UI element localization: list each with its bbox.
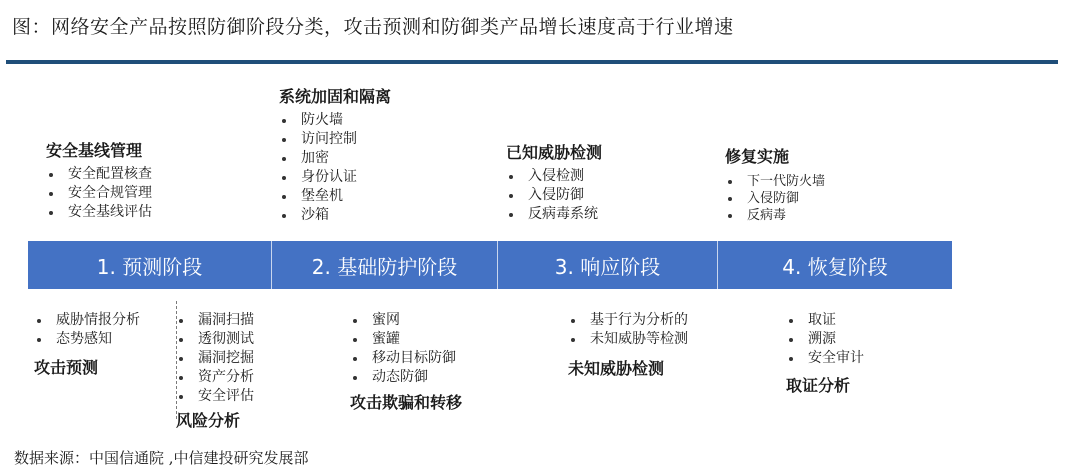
- list-item: 取证: [786, 311, 864, 330]
- list-item: 安全审计: [786, 349, 864, 368]
- list-item: 下一代防火墙: [725, 173, 825, 190]
- group-known-threat-detection: [506, 143, 602, 224]
- stage-predict: 1. 预测阶段: [96, 254, 203, 279]
- list-item: 未知威胁等检测: [568, 330, 688, 349]
- group-heading: 系统加固和隔离: [279, 87, 392, 106]
- stage-band: [28, 241, 952, 289]
- group-unknown-threat-detection: [568, 311, 688, 379]
- list-item: 加密: [279, 149, 391, 168]
- group-items: [725, 173, 825, 224]
- group-items: [350, 311, 462, 387]
- group-items: [34, 311, 140, 349]
- list-item: 堡垒机: [279, 187, 391, 206]
- list-item: 蜜罐: [350, 330, 462, 349]
- list-item: 态势感知: [34, 330, 140, 349]
- group-forensic-analysis: [786, 311, 864, 396]
- list-item: 漏洞扫描: [176, 311, 254, 330]
- group-heading: 攻击欺骗和转移: [350, 393, 463, 412]
- list-item: 威胁情报分析: [34, 311, 140, 330]
- list-item: 蜜网: [350, 311, 462, 330]
- group-items: [279, 111, 391, 225]
- list-item: 透彻测试: [176, 330, 254, 349]
- list-item: 入侵防御: [506, 186, 602, 205]
- group-attack-deception: [350, 311, 462, 413]
- figure-title: 图：网络安全产品按照防御阶段分类，攻击预测和防御类产品增长速度高于行业增速: [12, 16, 734, 38]
- data-source-note: 数据来源：中国信通院 ,中信建投研究发展部: [14, 449, 309, 467]
- list-item: 资产分析: [176, 368, 254, 387]
- group-heading: 取证分析: [786, 376, 851, 395]
- group-risk-analysis: [176, 301, 254, 431]
- group-remediation: [725, 147, 825, 224]
- list-item: 移动目标防御: [350, 349, 462, 368]
- list-item: 反病毒: [725, 207, 825, 224]
- group-items: [176, 311, 254, 406]
- group-heading: 未知威胁检测: [568, 359, 665, 378]
- list-item: 溯源: [786, 330, 864, 349]
- list-item: 安全合规管理: [46, 184, 152, 203]
- group-baseline-management: [46, 141, 152, 222]
- group-heading: 风险分析: [176, 411, 241, 430]
- list-item: 沙箱: [279, 206, 391, 225]
- group-heading: 已知威胁检测: [506, 143, 603, 162]
- title-rule: [6, 60, 1058, 64]
- group-heading: 修复实施: [725, 147, 790, 166]
- list-item: 安全评估: [176, 387, 254, 406]
- list-item: 防火墙: [279, 111, 391, 130]
- stage-basic-protection: 2. 基础防护阶段: [271, 241, 497, 289]
- list-item: 入侵检测: [506, 167, 602, 186]
- list-item: 基于行为分析的: [568, 311, 688, 330]
- group-heading: 攻击预测: [34, 358, 99, 377]
- group-attack-prediction: [34, 311, 140, 378]
- list-item: 身份认证: [279, 168, 391, 187]
- list-item: 访问控制: [279, 130, 391, 149]
- list-item: 动态防御: [350, 368, 462, 387]
- group-items: [506, 167, 602, 224]
- stage-recovery: 4. 恢复阶段: [717, 241, 952, 289]
- group-items: [46, 165, 152, 222]
- stage-response: 3. 响应阶段: [497, 241, 717, 289]
- list-item: 反病毒系统: [506, 205, 602, 224]
- list-item: 漏洞挖掘: [176, 349, 254, 368]
- group-items: [568, 311, 688, 349]
- list-item: 入侵防御: [725, 190, 825, 207]
- group-items: [786, 311, 864, 368]
- list-item: 安全基线评估: [46, 203, 152, 222]
- group-heading: 安全基线管理: [46, 141, 143, 160]
- group-system-hardening: [279, 87, 391, 225]
- list-item: 安全配置核查: [46, 165, 152, 184]
